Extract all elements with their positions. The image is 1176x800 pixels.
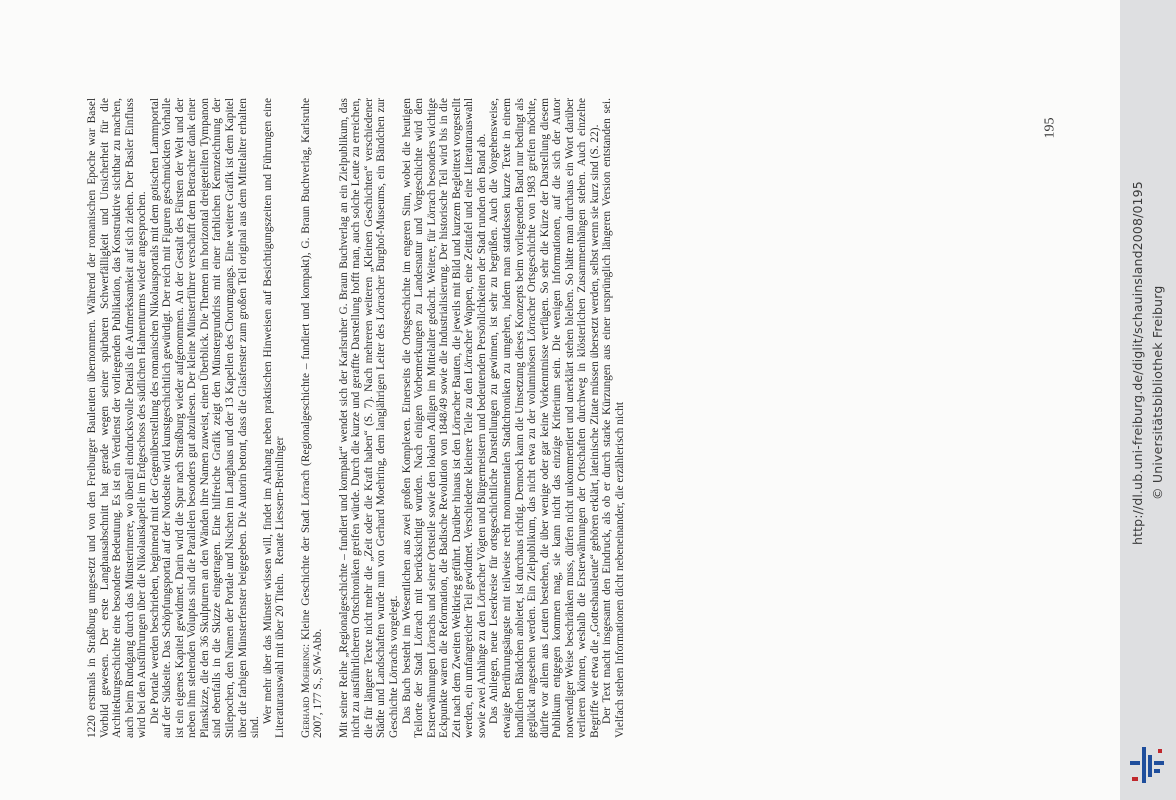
review2-paragraph-1: Mit seiner Reihe „Regionalgeschichte – fundiert und kompakt“ wendet sich der Karlsruher G. Braun Buchverlag an ein Zielpublikum, das nicht zu ausführlicheren Ortschroniken greifen würde. Durch die kurze und geraffte Darstellung hofft man, auch solche Leute zu erreichen, die für längere Texte nicht mehr die „Zeit oder die Kraft haben“ (S. 7). Nach mehreren weiteren „Kleinen Geschichten“ verschiedener Städte und Landschaften wurde nun von Gerhard Moehring, dem langjährigen Leiter des Lörracher Burghof-Museums, ein Bändchen zur Geschichte Lörrachs vorgelegt. [337, 98, 401, 738]
review2-paragraph-3: Das Anliegen, neue Leserkreise für ortsgeschichtliche Darstellungen zu gewinnen, ist sehr zu begrüßen. Auch die Vorgehensweise, etwaige Berührungsängste mit teilweise recht monumentalen Stadtchroniken zu umgehen, indem man stattdessen kurze Texte in einem handlichen Bändchen anbietet, ist durchaus richtig. Dennoch kann die Umsetzung dieses Konzepts beim vorliegenden Band nur bedingt als geglückt angesehen werden. Ein Zielpublikum, das nicht etwa zu der voluminösen Lörracher Ortsgeschichte von 1983 greifen möchte, dürfte vor allem aus Leuten bestehen, die über wenige oder gar keine Vorkenntnisse verfügen. So sehr die Kürze der Darstellung diesem Publikum entgegen kommen mag, sie kann nicht das einzige Kriterium sein. Die wenigen Informationen, auf die sich der Autor notwendiger Weise beschränken muss, dürfen nicht unkommentiert und unerklärt stehen bleiben. So hätte man durchaus ein Wort darüber verlieren können, weshalb die Ersterwähnungen der Ortschaften durchweg in klösterlichen Zusammenhängen stehen. Auch einzelne Begriffe wie etwa die „Gotteshausleute“ gehören erklärt, lateinische Zitate müssen übersetzt werden, selbst wenn sie kurz sind (S. 22). [488, 98, 601, 738]
review1-paragraph-1: 1220 erstmals in Straßburg umgesetzt und von den Freiburger Bauleuten übernommen. Während der romanischen Epoche war Basel Vorbild gewesen. Der erste Langhausabschnitt hat gerade wegen seiner spürbaren Schwerfälligkeit und Unsicherheit für die Architekturgeschichte eine besondere Bedeutung. Es ist ein Verdienst der vorliegenden Publikation, das Konstruktive sichtbar zu machen, auch beim Rundgang durch das Münsterinnere, wo überall eindrucksvolle Details die Aufmerksamkeit auf sich ziehen. Der Basler Einfluss wird bei den Ausführungen über die Nikolauskapelle im Erdgeschoss des südlichen Hahnenturms wieder angesprochen. [86, 98, 149, 738]
page-number: 195 [1042, 117, 1058, 139]
review2-paragraph-4: Der Text macht insgesamt den Eindruck, als ob er durch starke Kürzungen aus einer ursprünglich längeren Version entstanden sei. Vielfach stehen Informationen dicht nebeneinander, die erzählerisch nicht [601, 98, 626, 738]
review2-author: Gerhard Moehring [299, 646, 312, 738]
provenance-sidebar [1120, 0, 1176, 800]
sidebar-text [1120, 0, 1176, 800]
review1-paragraph-3 [262, 98, 287, 738]
review2-heading [300, 98, 325, 738]
source-url-link[interactable]: http://dl.ub.uni-freiburg.de/diglit/schauinsland2008/0195 [1130, 181, 1145, 545]
review1-paragraph-2: Die Portale werden beschrieben, beginnend mit der Gegenüberstellung des romanischen Nikolausportals mit dem gotischen Lammportal auf der Südseite. Das Schöpfungsportal auf der Nordseite wird kunstgeschichtlich gewürdigt. Der reich mit Figuren geschmückten Vorhalle ist ein eigenes Kapitel gewidmet. Darin wird die Spur nach Straßburg wieder aufgenommen. An der Gestalt des Fürsten der Welt und der neben ihm stehenden Voluptas sind die Parallelen besonders gut abzulesen. Der kleine Münsterführer verschafft dem Betrachter dank einer Planskizze, die den 36 Skulpturen an den Wänden ihre Namen zuweist, einen Überblick. Die Themen im horizontal dreigeteilten Tympanon sind ebenfalls in die Skizze eingetragen. Eine hilfreiche Grafik zeigt den Münstergrundriss mit einer farblichen Kennzeichnung der Stilepochen, den Namen der Portale und Nischen im Langhaus und der 13 Kapellen des Chorumgangs. Eine weitere Grafik ist dem Kapitel über die farbigen Münsterfenster beigegeben. Die Autorin betont, dass die Glasfenster zum großen Teil original aus dem Mittelalter erhalten sind. [148, 98, 262, 738]
spacer [287, 98, 300, 738]
review1-signature: Renate Liessem-Breinlinger [274, 436, 287, 565]
review-text [86, 98, 626, 738]
review1-paragraph-3-text: Wer mehr über das Münster wissen will, findet im Anhang neben praktischen Hinweisen auf Besichtigungszeiten und Führungen eine Literaturauswahl mit über 20 Titeln. [261, 98, 287, 738]
copyright-notice: © Universitätsbibliothek Freiburg [1150, 285, 1165, 500]
ub-freiburg-logo-icon [1128, 745, 1166, 785]
spacer [325, 98, 338, 738]
review2-paragraph-2: Das Buch besteht im Wesentlichen aus zwei großen Komplexen. Einerseits die Ortsgeschichte im engeren Sinn, wobei die heutigen Teilorte der Stadt Lörrach mit berücksichtigt wurden. Nach einigen Vorbemerkungen zu Landesnatur und Vorgeschichte wird den Ersterwähnungen Lörrachs und seiner Ortsteile sowie den lokalen Adligen im Mittelalter gedacht. Weitere, für Lörrach besonders wichtige Eckpunkte waren die Reformation, die Badische Revolution von 1848/49 sowie die Industrialisierung. Der historische Teil wird bis in die Zeit nach dem Zweiten Weltkrieg geführt. Darüber hinaus ist den Lörracher Bauten, die jeweils mit Bild und kurzem Begleittext vorgestellt werden, ein umfangreicher Teil gewidmet. Verschiedene kleinere Teile zu den Lörracher Wappen, eine Zeittafel und eine Literaturauswahl sowie zwei Anhänge zu den Lörracher Vögten und Bürgermeistern und bedeutenden Persönlichkeiten der Stadt runden den Band ab. [400, 98, 488, 738]
review2-title: : Kleine Geschichte der Stadt Lörrach (Regionalgeschichte – fundiert und kompakt), G. Braun Buchverlag, Karlsruhe 2007, 177 S., S/W-Abb. [299, 98, 325, 738]
rotated-text-column [86, 98, 1086, 738]
